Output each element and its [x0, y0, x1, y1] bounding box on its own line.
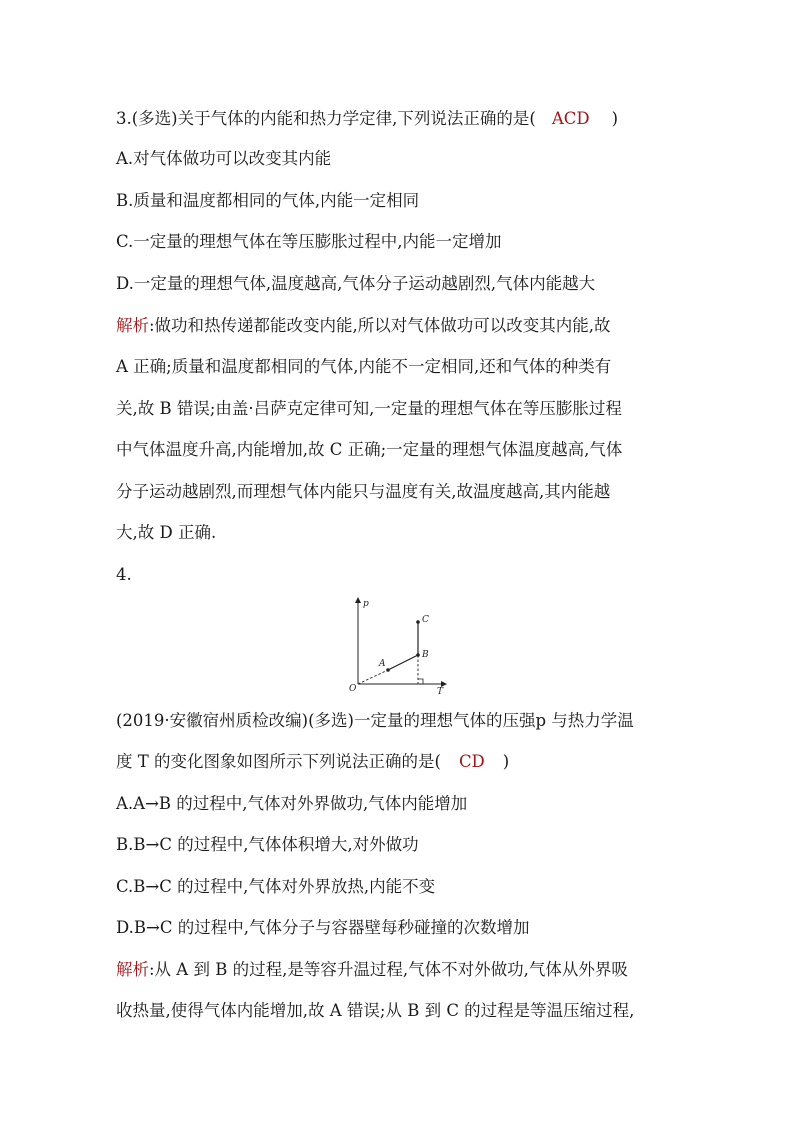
q3-stem-text: 3.(多选)关于气体的内能和热力学定律,下列说法正确的是( — [116, 109, 536, 128]
q3-analysis-line-4: 中气体温度升高,内能增加,故 C 正确;一定量的理想气体温度越高,气体 — [116, 440, 623, 459]
q3-analysis-label: 解析 — [116, 316, 149, 335]
p-t-graph — [340, 596, 450, 696]
q4-option-d: D.B→C 的过程中,气体分子与容器壁每秒碰撞的次数增加 — [116, 918, 530, 937]
point-a — [386, 668, 390, 672]
q3-stem — [116, 108, 618, 130]
q3-option-d: D.一定量的理想气体,温度越高,气体分子运动越剧烈,气体内能越大 — [116, 274, 596, 293]
q4-answer: CD — [458, 752, 485, 771]
q3-analysis-line-6: 大,故 D 正确. — [116, 523, 217, 542]
q3-option-c: C.一定量的理想气体在等压膨胀过程中,内能一定增加 — [116, 232, 502, 251]
point-b — [416, 653, 420, 657]
axis-label-p: p — [363, 599, 369, 609]
q3-answer: ACD — [551, 109, 590, 128]
point-a-label: A — [379, 659, 386, 669]
q4-stem-close: ) — [502, 752, 510, 771]
q3-analysis-line-1 — [116, 315, 611, 337]
q3-option-b: B.质量和温度都相同的气体,内能一定相同 — [116, 191, 420, 210]
q3-analysis-line-2: A 正确;质量和温度都相同的气体,内能不一定相同,还和气体的种类有 — [116, 357, 612, 376]
point-c-label: C — [422, 615, 429, 625]
point-c — [416, 620, 420, 624]
q4-analysis-line-1 — [116, 959, 628, 981]
q3-option-a: A.对气体做功可以改变其内能 — [116, 149, 332, 168]
q3-analysis-line-3: 关,故 B 错误;由盖·吕萨克定律可知,一定量的理想气体在等压膨胀过程 — [116, 399, 622, 418]
right-angle-mark — [418, 679, 423, 684]
q4-stem-text: 度 T 的变化图象如图所示下列说法正确的是( — [116, 752, 441, 771]
q4-analysis-label: 解析 — [116, 960, 149, 979]
q3-analysis-text-1: :做功和热传递都能改变内能,所以对气体做功可以改变其内能,故 — [149, 316, 611, 335]
q4-option-b: B.B→C 的过程中,气体体积增大,对外做功 — [116, 835, 419, 854]
origin-dashed-line — [358, 670, 388, 684]
q3-analysis-line-5: 分子运动越剧烈,而理想气体内能只与温度有关,故温度越高,其内能越 — [116, 482, 611, 501]
q4-number: 4. — [116, 565, 132, 584]
q4-analysis-line-2: 收热量,使得气体内能增加,故 A 错误;从 B 到 C 的过程是等温压缩过程, — [116, 1001, 635, 1020]
point-b-label: B — [422, 650, 429, 660]
segment-ab — [388, 655, 418, 670]
q4-option-c: C.B→C 的过程中,气体对外界放热,内能不变 — [116, 877, 436, 896]
q3-stem-close: ) — [611, 109, 619, 128]
q4-stem-line-2 — [116, 751, 509, 773]
origin-label: O — [349, 684, 357, 694]
q4-analysis-text-1: :从 A 到 B 的过程,是等容升温过程,气体不对外做功,气体从外界吸 — [149, 960, 628, 979]
q4-stem-line-1: (2019·安徽宿州质检改编)(多选)一定量的理想气体的压强p 与热力学温 — [116, 711, 634, 730]
q4-option-a: A.A→B 的过程中,气体对外界做功,气体内能增加 — [116, 794, 468, 813]
axis-label-t: T — [437, 687, 444, 696]
